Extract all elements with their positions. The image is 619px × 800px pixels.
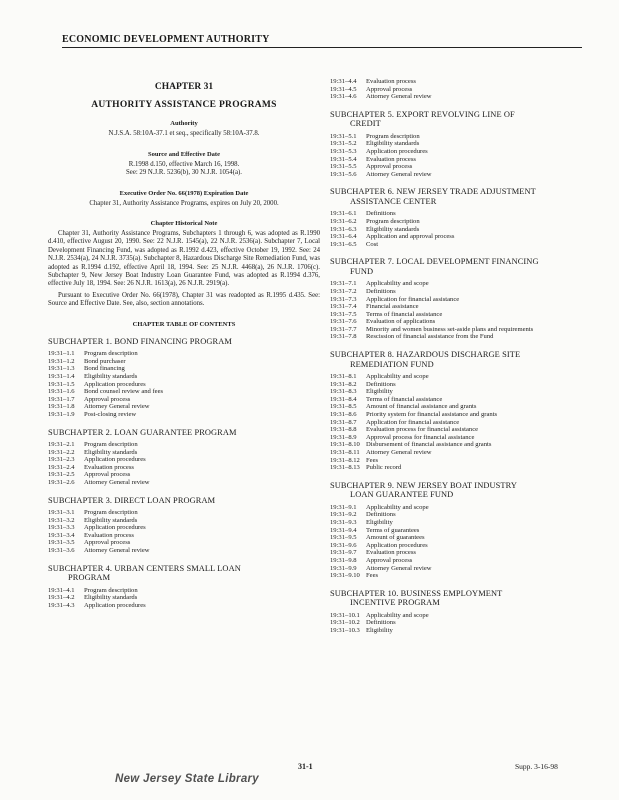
section-description: Applicability and scope xyxy=(366,503,429,511)
section-description: Eligibility standards xyxy=(84,516,138,524)
toc-entry xyxy=(330,288,592,296)
section-number: 19:31–3.5 xyxy=(48,539,75,547)
toc-entry xyxy=(330,572,592,580)
history-paragraph-1: Chapter 31, Authority Assistance Programs, Subchapters 1 through 6, was adopted as R.1990 d.410, effective August 20, 1990. See: 22 N.J.R. 1545(a), 22 N.J.R. 2536(a). Subchapter 7, Local Development Financing Fund, was adopted as R.1992 d.423, effective October 19, 1992. See: 24 N.J.R. 2534(a), 24 N.J.R. 3735(a). Subchapter 8, Hazardous Discharge Site Remediation Fund, was adopted as R.1994 d.192, effective April 18, 1994. See: 25 N.J.R. 4468(a), 26 N.J.R. 1706(c). Subchapter 9, New Jersey Boat Industry Loan Guarantee Fund, was adopted as R.1994 d.376, effective July 18, 1994. See: 26 N.J.R. 1613(a), 26 N.J.R. 2919(a). xyxy=(48,230,320,288)
running-header xyxy=(62,34,582,48)
section-description: Public record xyxy=(366,464,402,472)
section-number: 19:31–6.4 xyxy=(330,233,357,241)
subchapter-title-line: SUBCHAPTER 10. BUSINESS EMPLOYMENT xyxy=(330,588,503,598)
toc-entry xyxy=(330,148,592,156)
section-description: Application procedures xyxy=(84,524,146,532)
section-number: 19:31–1.1 xyxy=(48,350,75,358)
section-number: 19:31–4.1 xyxy=(48,586,75,594)
toc-entry xyxy=(48,358,320,366)
subchapter-title-line: SUBCHAPTER 7. LOCAL DEVELOPMENT FINANCING xyxy=(330,257,539,267)
section-number: 19:31–7.2 xyxy=(330,287,357,295)
section-description: Approval process xyxy=(366,556,413,564)
toc-entry xyxy=(48,587,320,595)
toc-entry xyxy=(48,350,320,358)
section-description: Bond purchaser xyxy=(84,357,126,365)
chapter-number: CHAPTER 31 xyxy=(154,82,214,92)
toc-entry xyxy=(330,419,592,427)
section-number: 19:31–8.2 xyxy=(330,380,357,388)
toc-entry xyxy=(48,396,320,404)
section-number: 19:31–1.7 xyxy=(48,395,75,403)
section-description: Terms of guarantees xyxy=(366,526,420,534)
toc-entry xyxy=(330,612,592,620)
section-description: Approval process for financial assistance xyxy=(366,433,475,441)
section-description: Definitions xyxy=(366,287,396,295)
section-description: Application for financial assistance xyxy=(366,418,460,426)
toc-entry xyxy=(330,163,592,171)
section-description: Program description xyxy=(84,509,138,517)
toc-entry xyxy=(330,519,592,527)
section-number: 19:31–8.1 xyxy=(330,373,357,381)
toc-entry xyxy=(330,504,592,512)
section-number: 19:31–1.9 xyxy=(48,410,75,418)
subchapter-title xyxy=(330,110,592,129)
toc-entry xyxy=(330,140,592,148)
toc-entry xyxy=(330,434,592,442)
section-number: 19:31–8.7 xyxy=(330,418,357,426)
toc-entry xyxy=(330,464,592,472)
toc-entry xyxy=(330,226,592,234)
section-number: 19:31–6.2 xyxy=(330,217,357,225)
toc-entry xyxy=(48,464,320,472)
subchapter-title-line: SUBCHAPTER 5. EXPORT REVOLVING LINE OF xyxy=(330,109,515,119)
section-description: Eligibility standards xyxy=(366,225,420,233)
toc-entry xyxy=(48,471,320,479)
authority-heading: Authority xyxy=(170,120,198,127)
subchapter-title-line: REMEDIATION FUND xyxy=(350,359,434,369)
section-number: 19:31–4.3 xyxy=(48,601,75,609)
section-number: 19:31–9.10 xyxy=(330,572,360,580)
section-description: Eligibility xyxy=(366,518,393,526)
toc-entry xyxy=(330,441,592,449)
section-number: 19:31–6.5 xyxy=(330,240,357,248)
toc-entry xyxy=(48,373,320,381)
section-number: 19:31–1.6 xyxy=(48,388,75,396)
section-number: 19:31–6.3 xyxy=(330,225,357,233)
section-number: 19:31–7.1 xyxy=(330,280,357,288)
source-line-1: R.1998 d.150, effective March 16, 1998. xyxy=(128,160,240,168)
subchapter-title-line: LOAN GUARANTEE FUND xyxy=(350,490,454,500)
toc-entry xyxy=(48,381,320,389)
subchapter-title-line: CREDIT xyxy=(350,119,381,129)
section-description: Evaluation process xyxy=(366,155,416,163)
section-description: Applicability and scope xyxy=(366,611,429,619)
chapter-title: AUTHORITY ASSISTANCE PROGRAMS xyxy=(91,100,277,110)
authority-text: N.J.S.A. 58:10A-37.1 et seq., specifically 58:10A-37.8. xyxy=(108,130,260,137)
section-number: 19:31–3.3 xyxy=(48,524,75,532)
toc-entry xyxy=(330,210,592,218)
subchapter-title-line: SUBCHAPTER 1. BOND FINANCING PROGRAM xyxy=(48,336,232,346)
section-number: 19:31–5.5 xyxy=(330,163,357,171)
section-description: Attorney General review xyxy=(366,93,432,101)
section-number: 19:31–9.2 xyxy=(330,511,357,519)
section-description: Financial assistance xyxy=(366,303,419,311)
toc-entry xyxy=(48,509,320,517)
subchapter-title xyxy=(48,564,320,583)
section-description: Post-closing review xyxy=(84,410,137,418)
section-description: Evaluation of applications xyxy=(366,318,436,326)
section-number: 19:31–8.12 xyxy=(330,456,360,464)
toc-entry xyxy=(330,303,592,311)
subchapter-title-line: SUBCHAPTER 3. DIRECT LOAN PROGRAM xyxy=(48,495,216,505)
section-number: 19:31–8.9 xyxy=(330,433,357,441)
section-description: Attorney General review xyxy=(84,478,150,486)
toc-entry xyxy=(330,511,592,519)
toc-entry xyxy=(48,411,320,419)
source-text xyxy=(48,161,320,178)
toc-entry xyxy=(48,602,320,610)
section-number: 19:31–2.5 xyxy=(48,471,75,479)
toc-entry xyxy=(330,527,592,535)
section-description: Evaluation process xyxy=(84,463,134,471)
section-description: Application procedures xyxy=(366,541,428,549)
section-number: 19:31–9.6 xyxy=(330,541,357,549)
section-description: Application for financial assistance xyxy=(366,295,460,303)
subchapter-title-line: SUBCHAPTER 8. HAZARDOUS DISCHARGE SITE xyxy=(330,350,521,360)
toc-entry xyxy=(330,411,592,419)
section-description: Applicability and scope xyxy=(366,373,429,381)
section-description: Attorney General review xyxy=(84,547,150,555)
section-number: 19:31–4.6 xyxy=(330,93,357,101)
section-number: 19:31–8.4 xyxy=(330,395,357,403)
section-description: Attorney General review xyxy=(366,449,432,456)
section-description: Applicability and scope xyxy=(366,280,429,288)
toc-entry xyxy=(330,627,592,635)
section-number: 19:31–7.3 xyxy=(330,295,357,303)
subchapter-title xyxy=(48,337,320,347)
toc-entry xyxy=(330,403,592,411)
section-description: Program description xyxy=(366,132,420,140)
toc-entry xyxy=(330,318,592,326)
toc-entry xyxy=(48,547,320,555)
subchapter-title xyxy=(48,496,320,506)
section-number: 19:31–2.4 xyxy=(48,463,75,471)
library-stamp: New Jersey State Library xyxy=(115,773,259,785)
toc-entry xyxy=(330,457,592,465)
section-number: 19:31–8.3 xyxy=(330,388,357,396)
section-description: Bond financing xyxy=(84,365,125,373)
toc-entry xyxy=(48,365,320,373)
section-description: Disbursement of financial assistance and grants xyxy=(366,441,492,449)
toc-entry xyxy=(330,78,592,86)
toc-entry xyxy=(330,93,592,101)
toc-entry xyxy=(330,333,592,341)
toc-entry xyxy=(330,133,592,141)
section-description: Definitions xyxy=(366,619,396,627)
toc-right-list xyxy=(330,78,592,635)
toc-entry xyxy=(48,388,320,396)
toc-entry xyxy=(48,594,320,602)
subchapter-title-line: SUBCHAPTER 6. NEW JERSEY TRADE ADJUSTMENT xyxy=(330,187,536,197)
section-description: Terms of financial assistance xyxy=(366,310,443,318)
toc-entry xyxy=(330,449,592,457)
section-description: Eligibility standards xyxy=(84,594,138,602)
section-description: Approval process xyxy=(366,85,413,93)
toc-entry xyxy=(330,171,592,179)
section-description: Evaluation process for financial assistance xyxy=(366,426,479,434)
toc-entry xyxy=(330,396,592,404)
subchapter-title-line: INCENTIVE PROGRAM xyxy=(350,598,440,608)
section-description: Amount of guarantees xyxy=(366,534,425,542)
subchapter-title xyxy=(330,257,592,276)
subchapter-title xyxy=(48,428,320,438)
section-number: 19:31–9.5 xyxy=(330,534,357,542)
source-heading: Source and Effective Date xyxy=(148,150,220,158)
section-description: Application procedures xyxy=(84,380,146,388)
subchapter-title xyxy=(330,187,592,206)
history-paragraph-2: Pursuant to Executive Order No. 66(1978), Chapter 31 was readopted as R.1995 d.435. See: Source and Effective Date. See, also, section annotations. xyxy=(48,291,320,308)
section-description: Application and approval process xyxy=(366,233,455,241)
toc-entry xyxy=(330,311,592,319)
section-number: 19:31–3.4 xyxy=(48,531,75,539)
section-description: Program description xyxy=(366,217,420,225)
section-description: Definitions xyxy=(366,380,396,388)
section-number: 19:31–1.5 xyxy=(48,380,75,388)
section-number: 19:31–1.8 xyxy=(48,403,75,411)
toc-entry xyxy=(330,565,592,573)
section-description: Attorney General review xyxy=(84,403,150,411)
section-number: 19:31–9.3 xyxy=(330,518,357,526)
toc-entry xyxy=(330,557,592,565)
section-description: Eligibility xyxy=(366,626,393,634)
toc-entry xyxy=(330,241,592,249)
left-column xyxy=(48,78,320,609)
section-number: 19:31–4.4 xyxy=(330,78,357,85)
section-number: 19:31–8.6 xyxy=(330,411,357,419)
page-number: 31-1 xyxy=(298,762,313,771)
section-description: Definitions xyxy=(366,511,396,519)
section-number: 19:31–8.10 xyxy=(330,441,360,449)
section-description: Fees xyxy=(366,572,379,580)
section-description: Approval process xyxy=(84,539,131,547)
section-number: 19:31–5.2 xyxy=(330,140,357,148)
section-description: Evaluation process xyxy=(366,78,416,85)
section-number: 19:31–5.1 xyxy=(330,132,357,140)
section-description: Minority and women business set-aside plans and requirements xyxy=(366,325,534,333)
section-description: Amount of financial assistance and grants xyxy=(366,403,477,411)
section-number: 19:31–8.5 xyxy=(330,403,357,411)
section-number: 19:31–9.1 xyxy=(330,503,357,511)
section-description: Approval process xyxy=(84,471,131,479)
section-description: Bond counsel review and fees xyxy=(84,388,164,396)
toc-entry xyxy=(48,479,320,487)
section-number: 19:31–7.4 xyxy=(330,303,357,311)
subchapter-title-line: SUBCHAPTER 4. URBAN CENTERS SMALL LOAN xyxy=(48,563,241,573)
section-number: 19:31–5.6 xyxy=(330,170,357,178)
toc-left-list xyxy=(48,337,320,610)
section-number: 19:31–3.2 xyxy=(48,516,75,524)
toc-entry xyxy=(330,426,592,434)
section-number: 19:31–5.4 xyxy=(330,155,357,163)
section-description: Definitions xyxy=(366,210,396,218)
section-number: 19:31–6.1 xyxy=(330,210,357,218)
section-description: Eligibility standards xyxy=(84,372,138,380)
toc-entry xyxy=(48,449,320,457)
section-number: 19:31–8.11 xyxy=(330,449,360,456)
section-description: Evaluation process xyxy=(366,549,416,557)
section-description: Application procedures xyxy=(84,601,146,609)
section-description: Attorney General review xyxy=(366,564,432,572)
section-number: 19:31–10.3 xyxy=(330,626,360,634)
toc-entry xyxy=(48,403,320,411)
section-number: 19:31–2.6 xyxy=(48,478,75,486)
toc-entry xyxy=(48,539,320,547)
expiration-heading: Executive Order No. 66(1978) Expiration Date xyxy=(119,189,249,197)
toc-entry xyxy=(330,280,592,288)
section-number: 19:31–2.1 xyxy=(48,441,75,448)
section-number: 19:31–7.7 xyxy=(330,325,357,333)
header-title: ECONOMIC DEVELOPMENT AUTHORITY xyxy=(62,34,270,45)
section-description: Approval process xyxy=(366,163,413,171)
toc-entry xyxy=(330,549,592,557)
section-description: Fees xyxy=(366,456,379,464)
section-description: Eligibility standards xyxy=(366,140,420,148)
section-description: Application procedures xyxy=(366,147,428,155)
toc-entry xyxy=(48,456,320,464)
section-number: 19:31–4.5 xyxy=(330,85,357,93)
toc-entry xyxy=(48,524,320,532)
section-number: 19:31–8.8 xyxy=(330,426,357,434)
section-number: 19:31–9.7 xyxy=(330,549,357,557)
section-number: 19:31–1.3 xyxy=(48,365,75,373)
subchapter-title xyxy=(330,350,592,369)
section-number: 19:31–7.8 xyxy=(330,333,357,341)
section-description: Cost xyxy=(366,240,379,248)
expiration-text: Chapter 31, Authority Assistance Programs, expires on July 20, 2000. xyxy=(89,199,279,207)
section-description: Approval process xyxy=(84,395,131,403)
subchapter-title xyxy=(330,481,592,500)
section-description: Attorney General review xyxy=(366,170,432,178)
section-number: 19:31–9.4 xyxy=(330,526,357,534)
section-number: 19:31–1.2 xyxy=(48,357,75,365)
subchapter-title-line: PROGRAM xyxy=(68,573,111,583)
toc-entry xyxy=(330,373,592,381)
right-column xyxy=(330,78,592,635)
subchapter-title-line: ASSISTANCE CENTER xyxy=(350,196,437,206)
toc-entry xyxy=(330,218,592,226)
toc-entry xyxy=(330,86,592,94)
section-description: Program description xyxy=(84,586,138,594)
section-number: 19:31–10.1 xyxy=(330,611,360,619)
toc-entry xyxy=(330,233,592,241)
section-number: 19:31–3.1 xyxy=(48,509,75,517)
section-number: 19:31–10.2 xyxy=(330,619,360,627)
section-number: 19:31–2.3 xyxy=(48,456,75,464)
toc-entry xyxy=(330,542,592,550)
toc-entry xyxy=(48,532,320,540)
section-number: 19:31–5.3 xyxy=(330,147,357,155)
toc-entry xyxy=(330,619,592,627)
section-description: Eligibility xyxy=(366,388,393,396)
section-number: 19:31–8.13 xyxy=(330,464,360,472)
toc-title: CHAPTER TABLE OF CONTENTS xyxy=(132,320,236,328)
history-heading: Chapter Historical Note xyxy=(150,220,218,227)
toc-entry xyxy=(330,534,592,542)
subchapter-title-line: FUND xyxy=(350,266,374,276)
toc-entry xyxy=(48,517,320,525)
toc-entry xyxy=(330,296,592,304)
section-number: 19:31–7.5 xyxy=(330,310,357,318)
toc-entry xyxy=(330,388,592,396)
section-description: Priority system for financial assistance and grants xyxy=(366,411,498,419)
subchapter-title xyxy=(330,589,592,608)
section-number: 19:31–3.6 xyxy=(48,547,75,555)
section-number: 19:31–9.8 xyxy=(330,556,357,564)
section-description: Program description xyxy=(84,350,138,358)
toc-entry xyxy=(330,326,592,334)
toc-entry xyxy=(48,441,320,449)
section-description: Rescission of financial assistance from the Fund xyxy=(366,333,494,341)
subchapter-title-line: SUBCHAPTER 9. NEW JERSEY BOAT INDUSTRY xyxy=(330,480,517,490)
section-description: Eligibility standards xyxy=(84,448,138,456)
section-description: Terms of financial assistance xyxy=(366,395,443,403)
section-description: Evaluation process xyxy=(84,531,134,539)
section-number: 19:31–9.9 xyxy=(330,564,357,572)
toc-entry xyxy=(330,156,592,164)
section-number: 19:31–7.6 xyxy=(330,318,357,326)
section-description: Application procedures xyxy=(84,456,146,464)
toc-entry xyxy=(330,381,592,389)
section-number: 19:31–1.4 xyxy=(48,372,75,380)
subchapter-title-line: SUBCHAPTER 2. LOAN GUARANTEE PROGRAM xyxy=(48,427,237,437)
section-number: 19:31–4.2 xyxy=(48,594,75,602)
source-line-2: See: 29 N.J.R. 5236(b), 30 N.J.R. 1054(a). xyxy=(126,169,242,176)
section-description: Program description xyxy=(84,441,138,448)
supplement-date: Supp. 3-16-98 xyxy=(515,762,558,771)
section-number: 19:31–2.2 xyxy=(48,448,75,456)
